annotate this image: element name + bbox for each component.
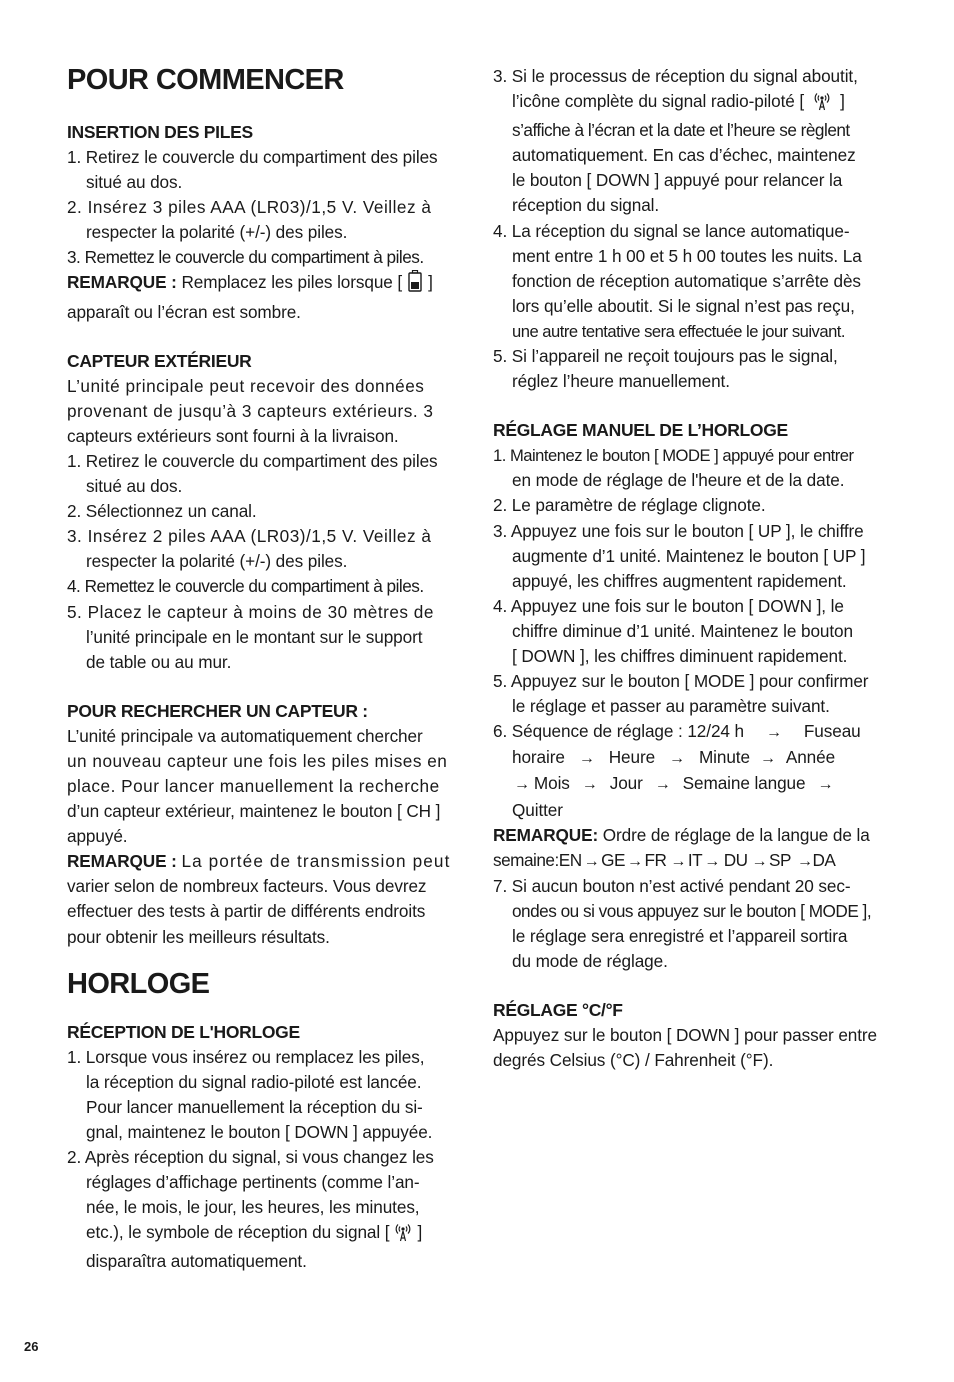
list-item-cont: respecter la polarité (+/-) des piles. <box>86 551 348 572</box>
note-text-cont: varier selon de nombreux facteurs. Vous devrez <box>67 876 427 897</box>
note-text-end: ] <box>428 272 433 293</box>
list-item-cont: le bouton [ DOWN ] appuyé pour relancer la <box>512 170 843 191</box>
list-item-cont: l’unité principale en le montant sur le support <box>86 626 423 647</box>
arrow-right-icon: → <box>670 852 686 870</box>
heading-recherche-capteur: POUR RECHERCHER UN CAPTEUR : <box>67 700 368 721</box>
list-item-cont: appuyé, les chiffres augmentent rapidement. <box>512 570 847 591</box>
note-text: La portée de transmission peut <box>181 851 451 872</box>
list-item: 5. Placez le capteur à moins de 30 mètres de <box>67 601 434 622</box>
list-item: 7. Si aucun bouton n’est activé pendant 20 sec- <box>493 875 851 896</box>
list-item-cont: fonction de réception automatique s’arrête dès <box>512 270 861 291</box>
heading-horloge: HORLOGE <box>67 967 210 1000</box>
list-item-cont <box>67 1220 461 1249</box>
language-code: SP <box>769 849 791 870</box>
setting-sequence <box>493 719 895 745</box>
note-text: semaine: <box>493 849 559 870</box>
sequence-step: Semaine langue <box>682 773 806 794</box>
note-range <box>67 849 461 874</box>
radio-signal-icon <box>395 1222 411 1249</box>
note-text: Ordre de réglage de la langue de la <box>602 824 870 845</box>
list-item-cont: réglez l’heure manuellement. <box>512 371 730 392</box>
list-item: 4. Remettez le couvercle du compartiment à piles. <box>67 576 424 597</box>
list-item: 2. Après réception du signal, si vous changez les <box>67 1147 434 1167</box>
arrow-right-icon: → <box>669 750 685 768</box>
list-item-cont: en mode de réglage de l'heure et de la date. <box>512 470 845 491</box>
list-item-cont: s’affiche à l’écran et la date et l’heure se règlent <box>512 120 850 141</box>
list-item: 4. La réception du signal se lance automatique- <box>493 220 850 241</box>
right-column <box>493 64 895 1073</box>
arrow-right-icon: → <box>514 776 530 794</box>
list-item: 3. Remettez le couvercle du compartiment à piles. <box>67 247 424 268</box>
arrow-right-icon: → <box>817 776 834 794</box>
note-label: REMARQUE : <box>67 851 177 872</box>
paragraph-line: capteurs extérieurs sont fourni à la livraison. <box>67 425 399 446</box>
arrow-right-icon: → <box>583 852 600 870</box>
page-number: 26 <box>24 1339 39 1354</box>
list-item: 1. Retirez le couvercle du compartiment des piles <box>67 147 438 167</box>
heading-insertion-piles: INSERTION DES PILES <box>67 122 253 142</box>
list-item-cont: [ DOWN ], les chiffres diminuent rapidement. <box>512 645 848 666</box>
list-item-cont <box>493 89 895 118</box>
list-item-text-end: ] <box>417 1222 423 1243</box>
paragraph-line: provenant de jusqu’à 3 capteurs extérieurs. 3 <box>67 400 434 421</box>
list-item-cont: respecter la polarité (+/-) des piles. <box>86 222 348 243</box>
list-item: 2. Le paramètre de réglage clignote. <box>493 495 766 516</box>
sequence-step: Fuseau <box>803 721 861 742</box>
list-item-cont: la réception du signal radio-piloté est lancée. <box>86 1071 422 1092</box>
sequence-step: Minute <box>698 747 750 768</box>
list-item: 3. Appuyez une fois sur le bouton [ UP ], le chiffre <box>493 520 864 541</box>
list-item: 2. Insérez 3 piles AAA (LR03)/1,5 V. Veillez à <box>67 197 432 218</box>
note-text-cont: apparaît ou l’écran est sombre. <box>67 301 301 322</box>
arrow-right-icon: → <box>766 724 782 742</box>
list-item-cont: augmente d’1 unité. Maintenez le bouton [ UP ] <box>512 545 866 566</box>
sequence-step: horaire <box>512 747 565 768</box>
list-item-text-end: ] <box>840 91 845 112</box>
paragraph-line: appuyé. <box>67 826 128 847</box>
arrow-right-icon: → <box>751 852 768 870</box>
language-code: DA <box>812 849 836 870</box>
paragraph-line: L’unité principale peut recevoir des données <box>67 375 425 396</box>
note-label: REMARQUE: <box>493 824 599 845</box>
note-text-cont: pour obtenir les meilleurs résultats. <box>67 926 330 947</box>
heading-reglage-manuel: RÉGLAGE MANUEL DE L’HORLOGE <box>493 420 788 441</box>
list-item: 1. Maintenez le bouton [ MODE ] appuyé pour entrer <box>493 446 854 466</box>
list-item-cont: gnal, maintenez le bouton [ DOWN ] appuyée. <box>86 1121 433 1142</box>
sequence-step: Année <box>785 747 836 768</box>
list-item-text: l’icône complète du signal radio-piloté [ <box>512 91 805 112</box>
paragraph-line: d’un capteur extérieur, maintenez le bouton [ CH ] <box>67 801 441 822</box>
list-item: 2. Sélectionnez un canal. <box>67 501 257 522</box>
note-text-cont: effectuer des tests à partir de différents endroits <box>67 901 426 922</box>
language-code: FR <box>644 849 667 870</box>
note-label: REMARQUE : <box>67 272 177 293</box>
list-item-cont: de table ou au mur. <box>86 651 232 672</box>
arrow-right-icon: → <box>654 776 671 794</box>
list-item-text: etc.), le symbole de réception du signal [ <box>86 1222 390 1243</box>
list-item: 1. Lorsque vous insérez ou remplacez les piles, <box>67 1046 425 1067</box>
list-item-cont: une autre tentative sera effectuée le jour suivant. <box>512 321 846 341</box>
list-item-cont: situé au dos. <box>86 476 183 497</box>
paragraph-line: L’unité principale va automatiquement chercher <box>67 725 423 746</box>
arrow-right-icon: → <box>581 776 598 794</box>
paragraph-line: place. Pour lancer manuellement la recherche <box>67 775 440 796</box>
note-text: Remplacez les piles lorsque [ <box>181 272 403 293</box>
list-item: 1. Retirez le couvercle du compartiment des piles <box>67 450 438 471</box>
list-item-cont: ondes ou si vous appuyez sur le bouton [ MODE ], <box>512 900 872 921</box>
list-item-cont: automatiquement. En cas d’échec, maintenez <box>512 145 856 166</box>
setting-sequence-cont <box>493 745 895 771</box>
language-order <box>493 848 895 874</box>
list-item-cont: disparaîtra automatiquement. <box>86 1251 307 1272</box>
list-item-cont: Pour lancer manuellement la réception du si- <box>86 1096 423 1117</box>
list-item-cont: le réglage et passer au paramètre suivant. <box>512 696 830 717</box>
list-item-cont: lors qu’elle aboutit. Si le signal n’est pas reçu, <box>512 295 855 316</box>
heading-pour-commencer: POUR COMMENCER <box>67 64 344 96</box>
list-item-cont: chiffre diminue d’1 unité. Maintenez le bouton <box>512 620 853 641</box>
paragraph-line: degrés Celsius (°C) / Fahrenheit (°F). <box>493 1050 774 1071</box>
radio-signal-icon <box>814 91 830 118</box>
language-code: DU <box>723 849 748 870</box>
arrow-right-icon: → <box>759 750 776 768</box>
arrow-right-icon: → <box>796 852 813 870</box>
sequence-text: 6. Séquence de réglage : 12/24 h <box>493 721 744 742</box>
paragraph-line: Appuyez sur le bouton [ DOWN ] pour passer entre <box>493 1025 878 1046</box>
list-item: 3. Si le processus de réception du signal aboutit, <box>493 66 858 86</box>
note-battery <box>67 270 461 299</box>
sequence-step: Jour <box>609 773 643 794</box>
battery-icon <box>408 270 422 299</box>
heading-reception-horloge: RÉCEPTION DE L'HORLOGE <box>67 1021 300 1042</box>
left-column <box>67 62 461 1274</box>
setting-sequence-cont: Quitter <box>512 799 563 820</box>
list-item: 5. Si l’appareil ne reçoit toujours pas le signal, <box>493 346 838 367</box>
arrow-right-icon: → <box>578 750 595 768</box>
list-item-cont: ment entre 1 h 00 et 5 h 00 toutes les nuits. La <box>512 245 862 266</box>
language-code: EN <box>558 849 582 870</box>
list-item-cont: née, le mois, le jour, les heures, les minutes, <box>86 1197 420 1218</box>
language-code: GE <box>601 849 625 870</box>
language-code: IT <box>687 849 703 870</box>
heading-capteur: CAPTEUR EXTÉRIEUR <box>67 350 252 371</box>
setting-sequence-cont <box>493 771 895 797</box>
note-language <box>493 823 895 848</box>
list-item-cont: situé au dos. <box>86 172 183 193</box>
arrow-right-icon: → <box>704 852 720 870</box>
list-item-cont: réception du signal. <box>512 195 660 216</box>
list-item-cont: réglages d’affichage pertinents (comme l’an- <box>86 1172 420 1193</box>
paragraph-line: un nouveau capteur une fois les piles mises en <box>67 750 448 771</box>
sequence-step: Heure <box>608 747 656 768</box>
list-item: 5. Appuyez sur le bouton [ MODE ] pour confirmer <box>493 671 869 692</box>
list-item-cont: du mode de réglage. <box>512 951 668 972</box>
list-item: 4. Appuyez une fois sur le bouton [ DOWN ], le <box>493 595 844 616</box>
sequence-step: Mois <box>533 773 570 794</box>
list-item-cont: le réglage sera enregistré et l’appareil sortira <box>512 926 848 946</box>
arrow-right-icon: → <box>626 852 643 870</box>
list-item: 3. Insérez 2 piles AAA (LR03)/1,5 V. Veillez à <box>67 526 432 547</box>
heading-reglage-cf: RÉGLAGE °C/°F <box>493 1000 623 1021</box>
